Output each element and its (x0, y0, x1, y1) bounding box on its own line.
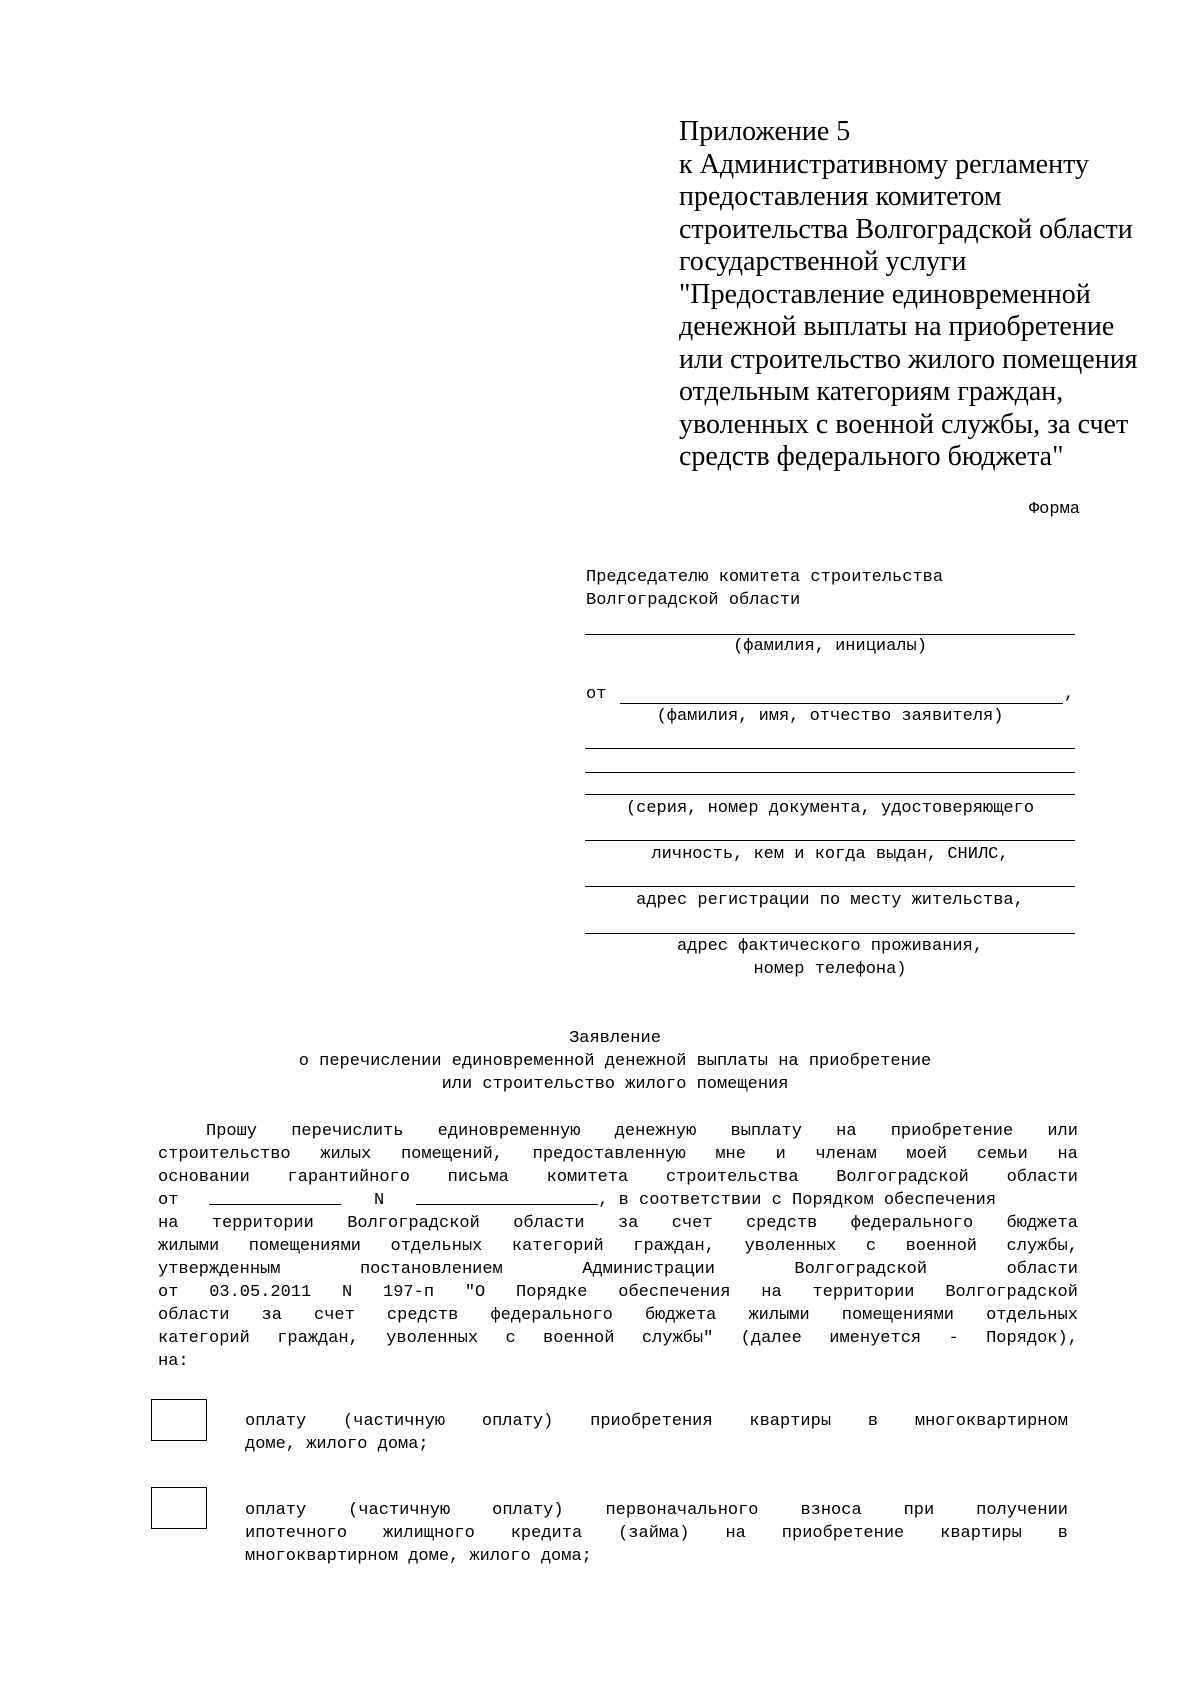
word: от (158, 1283, 179, 1302)
word: строительство (158, 1145, 291, 1164)
initials-field-line[interactable] (585, 634, 1075, 635)
word: жилыми (158, 1237, 220, 1256)
word: получении (976, 1501, 1068, 1520)
appendix-line: или строительство жилого помещения (679, 343, 1138, 375)
word: за (617, 1214, 639, 1233)
word: области (513, 1214, 585, 1233)
option-2-line-1 (245, 1499, 1068, 1522)
word: федерального (850, 1214, 974, 1233)
word: помещений, (400, 1145, 503, 1164)
option-2-line-2 (245, 1522, 1068, 1545)
document-title (150, 1027, 1080, 1096)
word: на (761, 1283, 782, 1302)
request-paragraph (158, 1120, 1078, 1373)
word: уволенных (744, 1237, 837, 1256)
appendix-line: государственной услуги (679, 246, 967, 277)
title-line-3: или строительство жилого помещения (441, 1075, 789, 1094)
word: ипотечного (245, 1524, 348, 1543)
letter-number-label: N (374, 1191, 385, 1210)
word: на (158, 1214, 179, 1233)
word: категорий (511, 1237, 604, 1256)
word: за (261, 1306, 282, 1325)
paragraph-line (158, 1304, 1078, 1327)
paragraph-line (158, 1235, 1078, 1258)
letter-number-field[interactable] (416, 1189, 598, 1205)
paragraph-line (158, 1350, 1078, 1373)
word: предоставленную (532, 1145, 686, 1164)
appendix-line: строительства Волгоградской области (679, 213, 1133, 245)
caption-actual-address: адрес фактического проживания, (676, 937, 984, 956)
caption-document: (серия, номер документа, удостоверяющего (625, 799, 1035, 818)
letter-date-label: от (158, 1191, 179, 1210)
addressee-line-1: Председателю комитета строительства (586, 568, 944, 587)
word: Администрации (582, 1260, 715, 1279)
caption-identity: личность, кем и когда выдан, СНИЛС, (651, 845, 1009, 864)
word: именуется (829, 1329, 922, 1348)
word: (займа) (618, 1524, 690, 1543)
word: жилищного (382, 1524, 475, 1543)
word: граждан, (277, 1329, 359, 1348)
word: помещениями (248, 1237, 361, 1256)
word: Волгоградской (347, 1214, 480, 1233)
caption-reg-address: адрес регистрации по месту жительства, (636, 891, 1024, 910)
option-1-line-2: доме, жилого дома; (245, 1435, 429, 1454)
word: счет (314, 1306, 355, 1325)
actual-address-field-line[interactable] (585, 933, 1075, 934)
word: граждан, (633, 1237, 715, 1256)
reg-address-field-line[interactable] (585, 886, 1075, 887)
word: - (948, 1329, 959, 1348)
word: счет (671, 1214, 713, 1233)
word: взноса (800, 1501, 862, 1520)
appendix-header (679, 116, 1179, 474)
word: денежную (614, 1122, 697, 1141)
addressee-line-2: Волгоградской области (586, 591, 801, 610)
word: выплату (730, 1122, 802, 1141)
word: утвержденным (158, 1260, 281, 1279)
paragraph-line (158, 1281, 1078, 1304)
option-apartment-purchase-text (245, 1410, 1068, 1456)
word: N (342, 1283, 353, 1302)
document-field-line[interactable] (585, 794, 1075, 795)
word: (частичную (348, 1501, 451, 1520)
word: уволенных (386, 1329, 479, 1348)
option-apartment-purchase-checkbox[interactable] (151, 1399, 207, 1441)
appendix-line: средств федерального бюджета" (679, 441, 1064, 472)
from-comma: , (1064, 685, 1075, 704)
option-mortgage-downpayment-text (245, 1499, 1068, 1568)
letter-rest-text: , в соответствии с Порядком обеспечения (598, 1191, 997, 1210)
word: области (158, 1306, 230, 1325)
word: Волгоградской (794, 1260, 928, 1279)
word: в (867, 1412, 879, 1431)
word: помещениями (841, 1306, 954, 1325)
from-label: от (586, 685, 607, 704)
appendix-line: денежной выплаты на приобретение (679, 311, 1115, 342)
appendix-line: уволенных с военной службы, за счет (679, 408, 1129, 440)
paragraph-line (158, 1189, 1078, 1212)
word: бюджета (1006, 1214, 1078, 1233)
word: бюджета (644, 1306, 717, 1325)
word: отдельных (986, 1306, 1078, 1325)
caption-phone: номер телефона) (753, 960, 907, 979)
word: жилых (320, 1145, 372, 1164)
word: многоквартирном (914, 1412, 1068, 1431)
word: оплату) (492, 1501, 564, 1520)
word: военной (543, 1329, 615, 1348)
word: жилыми (748, 1306, 810, 1325)
caption-initials: (фамилия, инициалы) (733, 637, 927, 656)
word: военной (905, 1237, 977, 1256)
word: службы, (1006, 1237, 1078, 1256)
word: комитета (546, 1168, 629, 1187)
word: Волгоградской (836, 1168, 969, 1187)
word: службы" (641, 1329, 714, 1348)
word: "О (464, 1283, 486, 1302)
word: письма (447, 1168, 509, 1187)
word: основании (158, 1168, 250, 1187)
word: оплату) (481, 1412, 554, 1431)
word: моей (906, 1145, 948, 1164)
word: федерального (490, 1306, 613, 1325)
word: с (505, 1329, 516, 1348)
word: средств (386, 1306, 459, 1325)
appendix-line: "Предоставление единовременной (679, 278, 1091, 310)
identity-field-line[interactable] (585, 840, 1075, 841)
word: на (725, 1524, 746, 1543)
word: приобретения (590, 1412, 713, 1431)
appendix-line: к Административному регламенту (679, 148, 1089, 180)
word: мне (715, 1145, 746, 1164)
word: Порядке (516, 1283, 588, 1302)
word: Волгоградской (945, 1283, 1078, 1302)
word: и (775, 1145, 786, 1164)
paragraph-line (158, 1166, 1078, 1189)
appendix-line: Приложение 5 (679, 116, 851, 147)
word: приобретение (781, 1524, 905, 1543)
word: территории (211, 1214, 314, 1233)
applicant-name-field-line[interactable] (620, 703, 1063, 704)
word: кредита (510, 1524, 583, 1543)
word: перечислить (291, 1122, 404, 1141)
form-label: Форма (1028, 500, 1080, 519)
paragraph-line (158, 1212, 1078, 1235)
word: в (1057, 1524, 1068, 1543)
word: семьи (976, 1145, 1028, 1164)
word: квартиры (940, 1524, 1022, 1543)
word: на (1057, 1145, 1078, 1164)
word: членам (815, 1145, 877, 1164)
word: обеспечения (618, 1283, 731, 1302)
word: 197-п (383, 1283, 435, 1302)
appendix-line: отдельным категориям граждан, (679, 376, 1064, 407)
option-2-line-3: многоквартирном доме, жилого дома; (245, 1547, 592, 1566)
word: территории (812, 1283, 915, 1302)
word: с (865, 1237, 877, 1256)
appendix-line: предоставления комитетом (679, 181, 1002, 212)
applicant-field-line-2[interactable] (585, 748, 1075, 749)
word: строительства (665, 1168, 799, 1187)
word: постановлением (359, 1260, 503, 1279)
word: оплату (245, 1412, 307, 1431)
word: (частичную (343, 1412, 446, 1431)
word: Порядок), (986, 1329, 1078, 1348)
caption-applicant: (фамилия, имя, отчество заявителя) (656, 707, 1004, 726)
option-mortgage-downpayment-checkbox[interactable] (151, 1487, 207, 1529)
option-1-line-1 (245, 1410, 1068, 1433)
title-line-1: Заявление (569, 1029, 661, 1048)
word: категорий (158, 1329, 250, 1348)
letter-date-field[interactable] (209, 1189, 341, 1205)
word: Прошу (206, 1122, 258, 1141)
word: оплату (245, 1501, 307, 1520)
word: области (1006, 1168, 1078, 1187)
paragraph-line (158, 1258, 1078, 1281)
word: при (903, 1501, 935, 1520)
word: или (1047, 1122, 1078, 1141)
word: 03.05.2011 (209, 1283, 312, 1302)
word: средств (745, 1214, 818, 1233)
paragraph-line (158, 1120, 1078, 1143)
applicant-field-line-3[interactable] (585, 772, 1075, 773)
paragraph-line (158, 1143, 1078, 1166)
word: отдельных (390, 1237, 483, 1256)
word: квартиры (749, 1412, 832, 1431)
title-line-2: о перечислении единовременной денежной выплаты на приобретение (298, 1052, 932, 1071)
word: единовременную (437, 1122, 581, 1141)
word: гарантийного (287, 1168, 410, 1187)
paragraph-line (158, 1327, 1078, 1350)
word: на: (158, 1352, 189, 1371)
word: первоначального (605, 1501, 759, 1520)
word: области (1006, 1260, 1078, 1279)
word: приобретение (890, 1122, 1014, 1141)
word: (далее (740, 1329, 802, 1348)
word: на (836, 1122, 857, 1141)
